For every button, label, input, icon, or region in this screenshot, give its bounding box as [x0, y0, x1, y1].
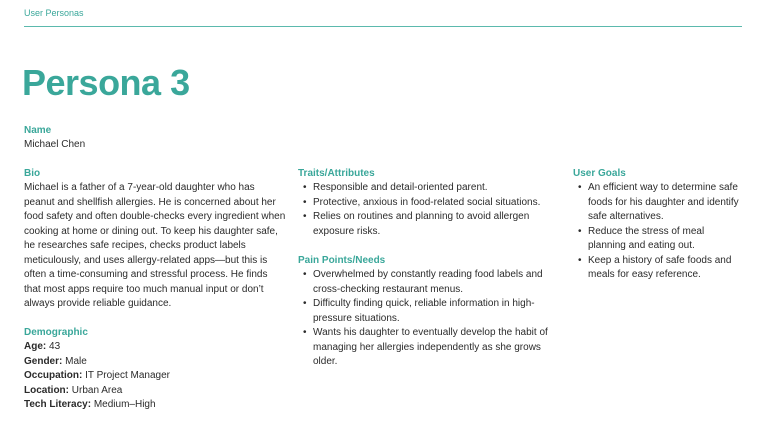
pain-points-section	[298, 254, 566, 370]
list-item: • Difficulty finding quick, reliable information in high-pressure situations.	[298, 297, 566, 326]
demographic-section	[24, 326, 274, 413]
list-item: • Keep a history of safe foods and meals for easy reference.	[573, 254, 741, 283]
demographic-label: Demographic	[24, 327, 88, 338]
demographic-location	[24, 384, 274, 399]
list-item: • Protective, anxious in food-related social situations.	[298, 196, 560, 211]
demographic-value: Urban Area	[69, 384, 123, 396]
name-label: Name	[24, 125, 52, 136]
bio-section	[24, 167, 286, 312]
demographic-key: Location:	[24, 384, 69, 396]
demographic-value: IT Project Manager	[82, 370, 170, 381]
bio-text: Michael is a father of a 7-year-old daughter who has peanut and shellfish allergies. He is concerned about her food safety and often double-checks every ingredient when cooking at home or dining out. To keep his daughter safe, he researches safe recipes, checks product labels meticulously, and uses allergy-related apps—but this is often a time-consuming and stressful process. He finds that most apps require too much manual input or don’t always provide reliable guidance.	[24, 182, 286, 309]
user-goals-section	[573, 167, 741, 283]
demographic-key: Tech Literacy:	[24, 399, 92, 410]
demographic-value: Medium–High	[91, 399, 156, 410]
user-goals-list	[573, 181, 741, 283]
demographic-gender	[24, 355, 274, 370]
pain-points-label: Pain Points/Needs	[298, 255, 386, 266]
list-item: • Responsible and detail-oriented parent.	[298, 181, 560, 196]
page-title: Persona 3	[22, 62, 190, 103]
demographic-key: Age:	[24, 341, 47, 352]
traits-list	[298, 181, 560, 239]
header-divider	[24, 26, 742, 27]
demographic-occupation	[24, 369, 274, 384]
section-label: User Personas	[24, 8, 84, 18]
list-item: • Reduce the stress of meal planning and eating out.	[573, 225, 741, 254]
traits-section	[298, 167, 560, 239]
demographic-key: Occupation:	[24, 370, 83, 381]
list-item: • Overwhelmed by constantly reading food labels and cross-checking restaurant menus.	[298, 268, 566, 297]
name-value: Michael Chen	[24, 139, 86, 150]
demographic-key: Gender:	[24, 355, 63, 367]
demographic-age	[24, 340, 274, 355]
list-item: • Wants his daughter to eventually develop the habit of managing her allergies independently as she grows older.	[298, 326, 566, 370]
user-goals-label: User Goals	[573, 168, 626, 179]
traits-label: Traits/Attributes	[298, 168, 375, 179]
pain-points-list	[298, 268, 566, 370]
list-item: • An efficient way to determine safe foods for his daughter and identify safe alternatives.	[573, 181, 741, 225]
bio-label: Bio	[24, 168, 41, 179]
demographic-tech-literacy	[24, 398, 274, 413]
demographic-value: 43	[46, 341, 61, 352]
demographic-value: Male	[62, 355, 87, 367]
name-section	[24, 124, 274, 153]
list-item: • Relies on routines and planning to avoid allergen exposure risks.	[298, 210, 560, 239]
